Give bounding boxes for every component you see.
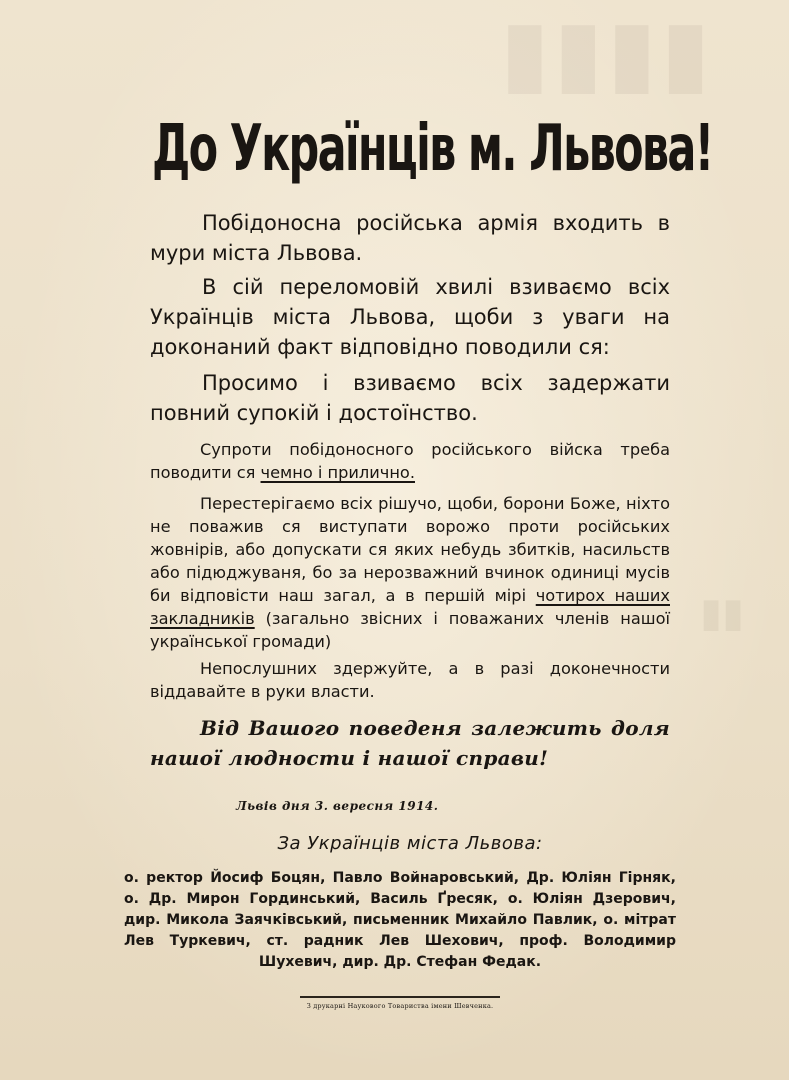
proclamation-poster — [124, 80, 713, 973]
signers-list: о. ректор Йосиф Боцян, Павло Войнаровський, Др. Юліян Гірняк, о. Др. Мирон Гординський, Василь Ґресяк, о. Юліян Дзерович, дир. Микола Заячківський, письменник Михайло Павлик, о. мітрат Лев Туркевич, ст. радник Лев Шехович, проф. Володимир Шухевич, дир. Др. Стефан Федак. — [124, 870, 676, 970]
paragraph-calm: Просимо і взиваємо всіх задержати повний супокій і достоїнство. — [150, 371, 670, 425]
paragraph-warning-text: Перестерігаємо всіх рішучо, щоби, борони Боже, ніхто не поважив ся виступати ворожо проти російських жовнірів, або допускати ся яких небудь збитків, насильств або підюджуваня, бо за нерозважний вчинок одиниці мусів би відповісти наш загал, а в першій мірі — [150, 494, 670, 605]
paragraph-appeal: В сій переломовій хвилі взиваємо всіх Українців міста Львова, щоби з уваги на доконаний факт відповідно поводили ся: — [150, 275, 670, 359]
printer-divider — [300, 996, 500, 998]
paragraph-conduct-underlined: чемно і прилично. — [260, 463, 415, 482]
signed-for-heading: За Українців міста Львова: — [277, 833, 543, 854]
paragraph-army-enters: Побідоносна російська армія входить в мури міста Львова. — [150, 211, 670, 265]
paragraph-warning — [150, 492, 670, 653]
printer-imprint: З друкарні Наукового Товариства імени Шевченка. — [306, 1002, 494, 1010]
poster-title: До Українців м. Львова! — [152, 111, 713, 186]
date-line: Львів дня 3. вересня 1914. — [236, 799, 439, 813]
closing-statement: Від Вашого поведеня залежить доля нашої людности і нашої справи! — [150, 716, 670, 770]
bleed-through-ghost: ▮▮▮▮ — [500, 0, 715, 105]
paragraph-disobedient: Непослушних здержуйте, а в разі доконечности віддавайте в руки власти. — [150, 659, 670, 701]
paragraph-conduct — [150, 438, 670, 484]
paragraph-warning-underlined: чотирох наших закладників — [150, 586, 670, 628]
paragraph-warning-end: (загально звісних і поважаних членів нашої української громади) — [150, 609, 670, 651]
bleed-through-ghost: ▮▮ — [700, 590, 745, 636]
paragraph-conduct-text: Супроти побідоносного російського війска треба поводити ся — [150, 440, 670, 482]
